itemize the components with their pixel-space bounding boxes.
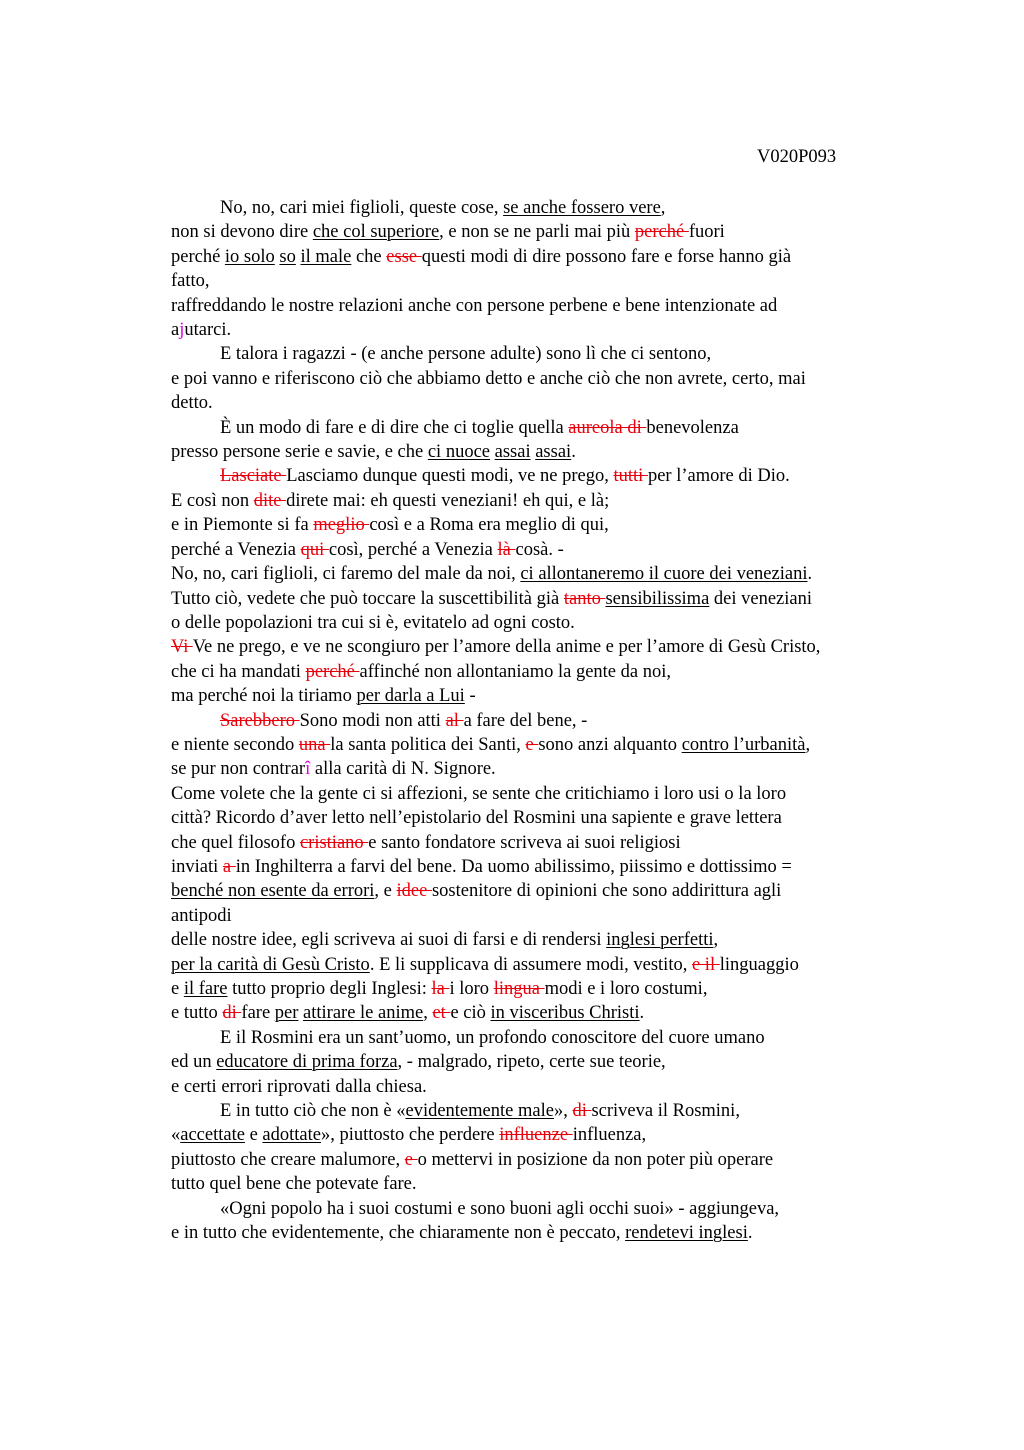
text-segment: « [171,1125,181,1146]
text-line [171,1026,911,1050]
text-segment: a fare del bene, - [463,710,588,731]
text-segment: , [660,198,666,218]
page-identifier: V020P093 [757,147,837,167]
text-line [171,977,911,1001]
text-line [171,953,911,977]
text-segment: che [351,246,387,267]
text-line [171,1197,911,1221]
text-line [171,782,911,806]
text-line [171,1148,911,1172]
text-segment: . [639,1003,645,1024]
underlined-text: per [274,1003,299,1024]
underlined-text: benché non esente da errori [171,881,375,902]
inserted-letter: j [179,320,185,341]
text-segment: i loro [449,979,494,999]
text-segment: È un modo di fare e di dire che ci toglie quella [220,417,569,438]
text-line [171,733,911,757]
text-segment: fatto, [171,271,210,292]
text-segment: fare [241,1003,275,1024]
underlined-text: accettate [180,1125,245,1146]
text-line [171,587,911,611]
text-line [171,611,911,635]
underlined-text: attirare le anime [303,1003,424,1024]
text-line [171,464,911,488]
text-segment: e ciò [450,1003,491,1024]
text-line [171,855,911,879]
deleted-text: e [404,1149,418,1170]
text-segment: detto. [171,393,213,414]
text-segment: Tutto ciò, vedete che può toccare la suscettibilità già [171,588,564,609]
text-segment: . E li supplicava di assumere modi, vestito, [369,954,692,975]
text-segment: », piuttosto che perdere [320,1125,500,1146]
text-segment: e [244,1125,263,1146]
underlined-text: se anche fossero vere [503,198,661,218]
underlined-text: che col superiore [312,222,440,243]
underlined-text: adottate [262,1125,321,1146]
deleted-text: e [525,734,539,755]
text-segment: tutto proprio degli Inglesi: [227,979,432,999]
underlined-text: so [279,246,296,267]
text-segment: o mettervi in posizione da non poter più operare [417,1149,774,1170]
text-segment: e in Piemonte si fa [171,515,314,536]
deleted-text: di [222,1003,242,1024]
text-segment: Lasciamo dunque questi modi, ve ne prego, [286,466,614,487]
text-segment: E talora i ragazzi - (e anche persone adulte) sono lì che ci sentono, [220,344,712,365]
underlined-text: evidentemente male [405,1101,554,1122]
deleted-text: aureola di [568,417,647,438]
text-segment: dei veneziani [709,588,813,609]
text-segment: , e non se ne parli mai più [439,222,635,243]
underlined-text: il male [300,246,352,267]
text-segment: la santa politica dei Santi, [330,734,526,755]
text-line [171,245,911,269]
text-line [171,757,911,781]
text-segment: Sono modi non atti [299,710,446,731]
text-segment: così e a Roma era meglio di qui, [369,515,609,536]
text-segment: «Ogni popolo ha i suoi costumi e sono buoni agli occhi suoi» - aggiungeva, [220,1198,780,1219]
deleted-text: di [572,1101,592,1122]
text-segment: perché a Venezia [171,539,301,560]
text-line [171,513,911,537]
text-segment: e tutto [171,1003,223,1024]
text-line [171,1123,911,1147]
underlined-text: educatore di prima forza [216,1052,398,1073]
text-line [171,342,911,366]
underlined-text: assai [494,442,531,463]
deleted-text: e il [691,954,720,975]
text-segment: che quel filosofo [171,832,300,853]
deleted-text: Sarebbero [220,710,300,731]
text-segment: inviati [171,856,223,877]
text-segment: questi modi di dire possono fare e forse hanno già [421,246,792,267]
text-segment: , e [374,881,397,902]
text-segment: se pur non contrar [171,759,306,780]
text-line [171,416,911,440]
deleted-text: Vi [171,637,193,658]
document-body [171,196,911,1245]
deleted-text: Lasciate [220,466,287,487]
text-line [171,904,911,928]
text-segment: E il Rosmini era un sant’uomo, un profondo conoscitore del cuore umano [220,1027,765,1048]
text-line [171,220,911,244]
text-segment: utarci. [184,320,232,341]
text-line [171,440,911,464]
deleted-text: tanto [563,588,606,609]
text-line [171,562,911,586]
underlined-text: ci nuoce [427,442,490,463]
text-line [171,1099,911,1123]
text-segment: cosà. - [515,539,564,560]
deleted-text: et [432,1003,451,1024]
deleted-text: esse [386,246,422,267]
text-segment: alla carità di N. Signore. [310,759,496,780]
text-segment: fuori [688,222,725,243]
deleted-text: tutti [613,466,648,487]
text-segment: , - malgrado, ripeto, certe sue teorie, [397,1052,666,1073]
text-line [171,318,911,342]
text-line [171,831,911,855]
text-segment: Ve ne prego, e ve ne scongiuro per l’amore della anime e per l’amore di Gesù Cristo, [192,637,821,658]
text-segment: , [805,734,811,755]
text-segment: ed un [171,1052,217,1073]
text-line [171,684,911,708]
text-line [171,879,911,903]
text-segment: antipodi [171,905,232,926]
underlined-text: ci allontaneremo il cuore dei veneziani [520,564,808,585]
text-line [171,1050,911,1074]
text-segment: a [171,320,180,341]
text-line [171,1221,911,1245]
text-segment: E in tutto ciò che non è « [220,1101,406,1122]
text-segment: No, no, cari miei figlioli, queste cose, [220,198,504,218]
deleted-text: influenze [499,1125,573,1146]
text-line [171,367,911,391]
text-segment: No, no, cari figlioli, ci faremo del male da noi, [171,564,521,585]
deleted-text: perché [305,661,360,682]
text-line [171,1001,911,1025]
underlined-text: sensibilissima [605,588,710,609]
text-segment: direte mai: eh questi veneziani! eh qui, e là; [286,490,610,511]
underlined-text: io solo [224,246,275,267]
text-segment: e in tutto che evidentemente, che chiaramente non è peccato, [171,1223,626,1244]
text-segment: benevolenza [646,417,739,438]
text-segment: influenza, [572,1125,647,1146]
text-line [171,1172,911,1196]
text-segment: e niente secondo [171,734,299,755]
deleted-text: meglio [313,515,370,536]
text-segment: E così non [171,490,254,511]
deleted-text: là [497,539,516,560]
deleted-text: una [298,734,331,755]
text-line [171,635,911,659]
deleted-text: cristiano [299,832,369,853]
text-segment: piuttosto che creare malumore, [171,1149,405,1170]
text-segment: . [807,564,813,585]
inserted-letter: î [305,759,311,780]
text-line [171,1075,911,1099]
text-segment: linguaggio [719,954,799,975]
text-segment: sostenitore di opinioni che sono addirittura agli [431,881,782,902]
text-segment: e santo fondatore scriveva ai suoi religiosi [368,832,681,853]
text-line [171,196,911,220]
deleted-text: a [222,856,236,877]
text-segment: affinché non allontaniamo la gente da noi, [359,661,671,682]
text-segment: Come volete che la gente ci si affezioni, se sente che critichiamo i loro usi o la loro [171,783,787,804]
text-line [171,709,911,733]
underlined-text: inglesi perfetti [606,930,714,951]
deleted-text: idee [396,881,432,902]
text-segment: . [747,1223,753,1244]
underlined-text: contro l’urbanità [681,734,806,755]
text-line [171,294,911,318]
text-segment: raffreddando le nostre relazioni anche con persone perbene e bene intenzionate ad [171,295,778,316]
text-segment: ma perché noi la tiriamo [171,686,357,707]
text-segment: perché [171,246,225,267]
underlined-text: rendetevi inglesi [625,1223,748,1244]
text-segment: , [713,930,719,951]
text-line [171,928,911,952]
text-segment: per l’amore di Dio. [647,466,790,487]
text-line [171,538,911,562]
text-line [171,660,911,684]
text-segment: modi e i loro costumi, [544,979,708,999]
underlined-text: in visceribus Christi [490,1003,640,1024]
deleted-text: qui [300,539,329,560]
text-segment: . [571,442,576,463]
underlined-text: assai [535,442,572,463]
text-segment: tutto quel bene che potevate fare. [171,1174,417,1195]
deleted-text: al [445,710,464,731]
underlined-text: per darla a Lui [356,686,465,707]
text-segment: o delle popolazioni tra cui si è, evitatelo ad ogni costo. [171,612,575,633]
text-segment: e poi vanno e riferiscono ciò che abbiamo detto e anche ciò che non avrete, certo, mai [171,368,806,389]
text-segment: , [423,1003,433,1024]
text-segment: città? Ricordo d’aver letto nell’epistolario del Rosmini una sapiente e grave lettera [171,808,782,829]
deleted-text: lingua [493,979,545,999]
text-line [171,806,911,830]
text-line [171,489,911,513]
underlined-text: il fare [183,979,228,999]
deleted-text: la [431,979,450,999]
text-segment: sono anzi alquanto [538,734,682,755]
deleted-text: dite [253,490,287,511]
text-segment: scriveva il Rosmini, [591,1101,740,1122]
text-segment: e [171,979,184,999]
text-segment: - [464,686,476,707]
text-segment: così, perché a Venezia [328,539,498,560]
text-segment: in Inghilterra a farvi del bene. Da uomo abilissimo, piissimo e dottissimo = [235,856,792,877]
text-segment: delle nostre idee, egli scriveva ai suoi di farsi e di rendersi [171,930,607,951]
text-segment: che ci ha mandati [171,661,306,682]
underlined-text: per la carità di Gesù Cristo [171,954,370,975]
text-line [171,391,911,415]
text-segment: e certi errori riprovati dalla chiesa. [171,1076,427,1097]
deleted-text: perché [634,222,689,243]
text-segment: non si devono dire [171,222,313,243]
text-segment: », [553,1101,573,1122]
text-segment: presso persone serie e savie, e che [171,442,428,463]
text-line [171,269,911,293]
